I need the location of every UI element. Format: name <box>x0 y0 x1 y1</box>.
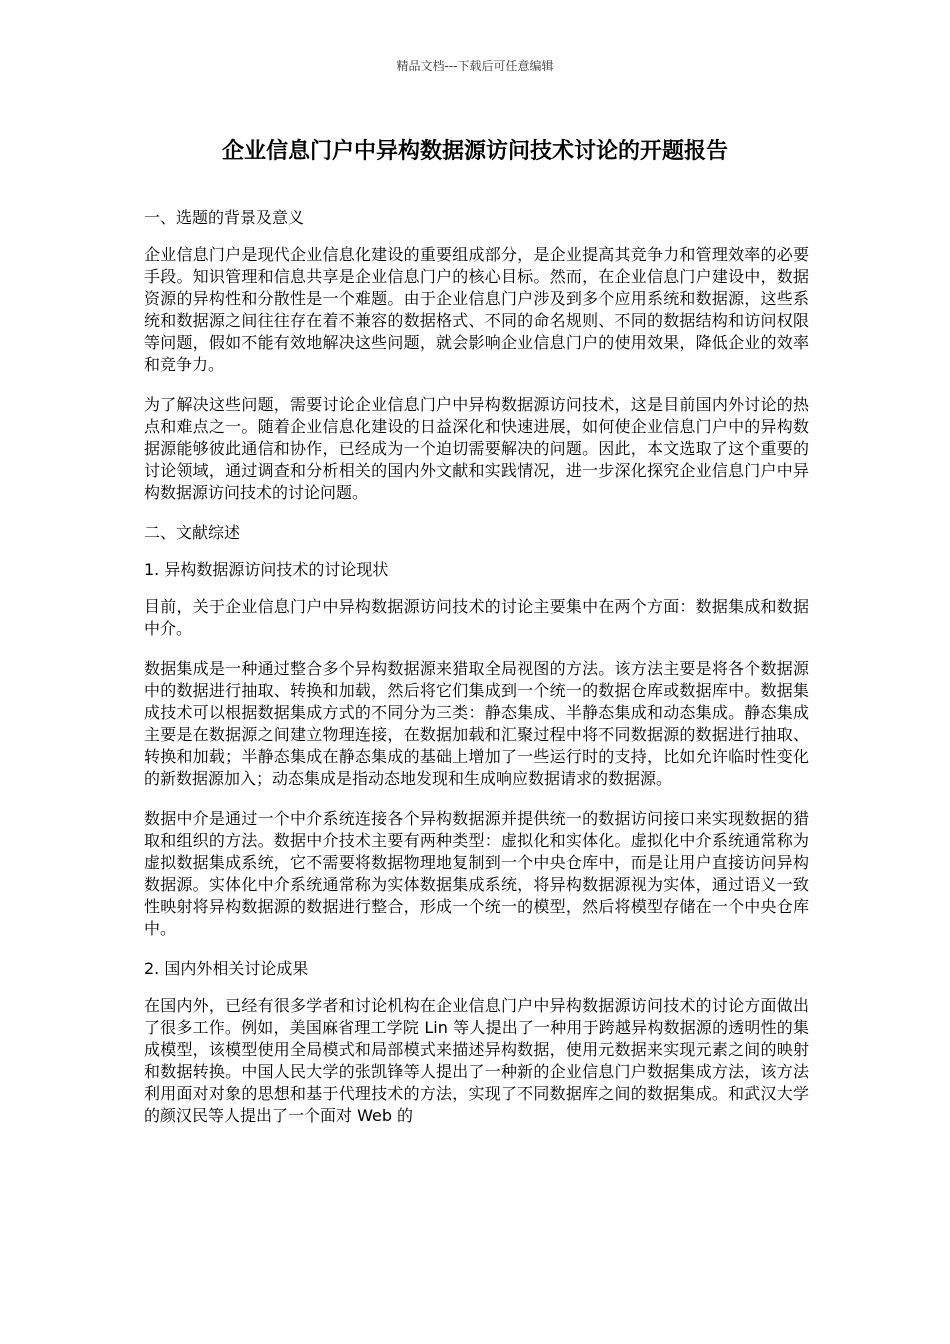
subsection-heading: 2. 国内外相关讨论成果 <box>144 959 309 978</box>
header-note: 精品文档---下载后可任意编辑 <box>396 59 554 73</box>
section-heading: 二、文献综述 <box>144 523 241 542</box>
subsection-heading: 1. 异构数据源访问技术的讨论现状 <box>144 560 389 579</box>
paragraph: 目前，关于企业信息门户中异构数据源访问技术的讨论主要集中在两个方面：数据集成和数据中介。 <box>144 597 809 638</box>
document-title: 企业信息门户中异构数据源访问技术讨论的开题报告 <box>221 139 728 164</box>
paragraph: 数据中介是通过一个中介系统连接各个异构数据源并提供统一的数据访问接口来实现数据的猎取和组织的方法。数据中介技术主要有两种类型：虚拟化和实体化。虚拟化中介系统通常称为虚拟数据集成系统，它不需要将数据物理地复制到一个中央仓库中，而是让用户直接访问异构数据源。实体化中介系统通常称为实体数据集成系统，将异构数据源视为实体，通过语义一致性映射将异构数据源的数据进行整合，形成一个统一的模型，然后将模型存储在一个中央仓库中。 <box>144 809 809 938</box>
paragraph: 为了解决这些问题，需要讨论企业信息门户中异构数据源访问技术，这是目前国内外讨论的热点和难点之一。随着企业信息化建设的日益深化和快速进展，如何使企业信息门户中的异构数据源能够彼此通信和协作，已经成为一个迫切需要解决的问题。因此，本文选取了这个重要的讨论领域，通过调查和分析相关的国内外文献和实践情况，进一步深化探究企业信息门户中异构数据源访问技术的讨论问题。 <box>144 395 809 502</box>
paragraph: 数据集成是一种通过整合多个异构数据源来猎取全局视图的方法。该方法主要是将各个数据源中的数据进行抽取、转换和加载，然后将它们集成到一个统一的数据仓库或数据库中。数据集成技术可以根据数据集成方式的不同分为三类：静态集成、半静态集成和动态集成。静态集成主要是在数据源之间建立物理连接，在数据加载和汇聚过程中将不同数据源的数据进行抽取、转换和加载；半静态集成在静态集成的基础上增加了一些运行时的支持，比如允许临时性变化的新数据源加入；动态集成是指动态地发现和生成响应数据请求的数据源。 <box>144 659 809 788</box>
paragraph: 企业信息门户是现代企业信息化建设的重要组成部分，是企业提高其竞争力和管理效率的必要手段。知识管理和信息共享是企业信息门户的核心目标。然而，在企业信息门户建设中，数据资源的异构性和分散性是一个难题。由于企业信息门户涉及到多个应用系统和数据源，这些系统和数据源之间往往存在着不兼容的数据格式、不同的命名规则、不同的数据结构和访问权限等问题，假如不能有效地解决这些问题，就会影响企业信息门户的使用效果，降低企业的效率和竞争力。 <box>144 245 809 374</box>
document-body <box>144 207 809 1145</box>
section-heading: 一、选题的背景及意义 <box>144 208 305 227</box>
paragraph: 在国内外，已经有很多学者和讨论机构在企业信息门户中异构数据源访问技术的讨论方面做出了很多工作。例如，美国麻省理工学院 Lin 等人提出了一种用于跨越异构数据源的透明性的集成模型，该模型使用全局模式和局部模式来描述异构数据，使用元数据来实现元素之间的映射和数据转换。中国人民大学的张凯锋等人提出了一种新的企业信息门户数据集成方法，该方法利用面对对象的思想和基于代理技术的方法，实现了不同数据库之间的数据集成。和武汉大学的颜汉民等人提出了一个面对 Web 的 <box>144 996 809 1125</box>
